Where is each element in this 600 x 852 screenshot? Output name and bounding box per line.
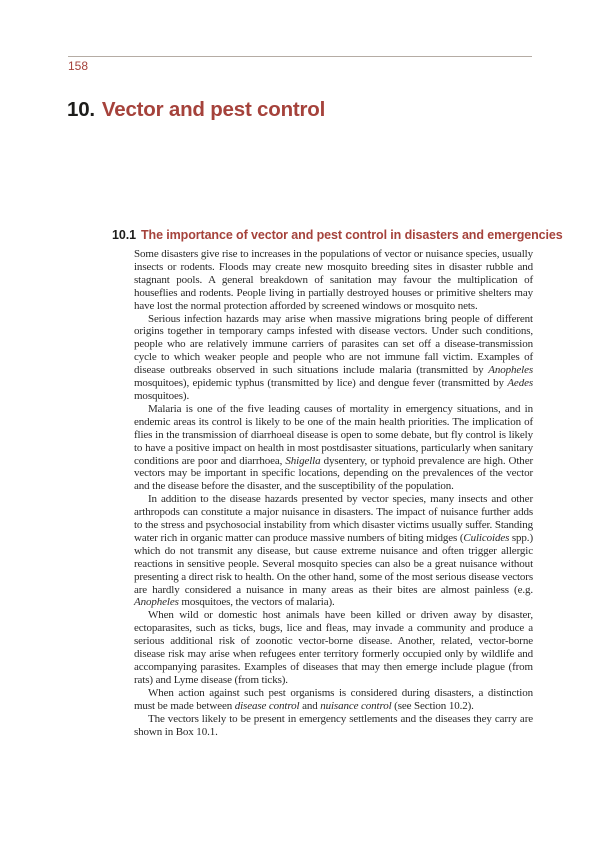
paragraph <box>134 493 533 609</box>
text-run: and <box>299 699 321 712</box>
text-run: (see Section 10.2). <box>391 699 474 712</box>
text-run: mosquitoes), epidemic typhus (transmitted by lice) and dengue fever (transmitted by <box>134 377 508 390</box>
chapter-title-text: Vector and pest control <box>101 98 326 121</box>
text-run: mosquitoes, the vectors of malaria). <box>178 596 335 609</box>
italic-text-run: Anopheles <box>488 364 533 377</box>
text-run: Malaria is one of the five leading causes of mortality in emergency situations, and in endemic areas its control is likely to be one of the main health priorities. The implication of flies in the transmission of diarrhoeal disease is open to some debate, but fly control is likely to have a positive impact on health in most postdisaster situations, particularly when sanitary conditions are poor and diarrhoea, <box>134 402 533 467</box>
paragraph <box>134 713 533 739</box>
paragraph <box>134 609 533 686</box>
text-run: mosquitoes). <box>134 389 190 402</box>
paragraph <box>134 313 533 403</box>
italic-text-run: nuisance control <box>320 699 392 712</box>
page-number: 158 <box>68 59 89 73</box>
text-run: spp.) which do not transmit any disease, but cause extreme nuisance and often trigger allergic reactions in sensitive people. Several mosquito species can also be a great nuisance without presenting a direct risk to health. On the other hand, some of the most serious disease vectors are hardly considered a nuisance in many areas as their bites are almost painless (e.g. <box>134 531 533 596</box>
text-run: When wild or domestic host animals have been killed or driven away by disaster, ectoparasites, such as ticks, bugs, lice and fleas, may invade a community and produce a serious additional risk of zoonotic vector-borne disease. Another, related, vector-borne disease risk may arise when refugees enter territory formerly occupied only by wildlife and accompanying parasites. Examples of diseases that may then emerge include plague (from rats) and Lyme disease (from ticks). <box>134 609 533 686</box>
text-run: When action against such pest organisms is considered during disasters, a distinction must be made between <box>134 686 533 712</box>
section-heading <box>112 228 563 242</box>
chapter-number: 10. <box>67 98 95 121</box>
paragraph <box>134 403 533 493</box>
italic-text-run: disease control <box>234 699 300 712</box>
text-run: In addition to the disease hazards presented by vector species, many insects and other arthropods can constitute a major nuisance in disasters. The impact of nuisance further adds to the stress and psychosocial instability from which disaster victims usually suffer. Standing water rich in organic matter can produce massive numbers of biting midges ( <box>134 493 533 544</box>
italic-text-run: Shigella <box>285 454 321 467</box>
section-number: 10.1 <box>112 228 136 242</box>
text-run: Some disasters give rise to increases in the populations of vector or nuisance species, usually insects or rodents. Floods may create new mosquito breeding sites in disaster rubble and stagnant pools. A general breakdown of sanitation may favour the multiplication of houseflies and rodents. People living in partially destroyed houses or primitive shelters may have lost the normal protection afforded by screened windows or mosquito nets. <box>134 248 533 312</box>
text-run: The vectors likely to be present in emergency settlements and the diseases they carry are shown in Box 10.1. <box>134 712 533 738</box>
section-title-text: The importance of vector and pest control in disasters and emergencies <box>141 228 563 242</box>
paragraph <box>134 687 533 713</box>
header-rule <box>68 56 532 57</box>
body-paragraphs <box>134 248 533 738</box>
italic-text-run: Anopheles <box>134 596 179 609</box>
italic-text-run: Aedes <box>507 377 533 390</box>
text-run: dysentery, or typhoid prevalence are high. Other vectors may be important in specific locations, depending on the prevalences of the vector and the disease before the disaster, and the susceptibility of the population. <box>134 454 533 493</box>
italic-text-run: Culicoides <box>463 531 510 544</box>
chapter-title <box>67 98 325 122</box>
paragraph <box>134 248 533 313</box>
text-run: Serious infection hazards may arise when massive migrations bring people of different origins together in temporary camps infested with disease vectors. Under such conditions, people who are relatively immune carriers of parasites can set off a disease-transmission cycle to which weaker people and people who are not immune fall victim. Examples of disease outbreaks observed in such situations include malaria (transmitted by <box>134 312 533 377</box>
